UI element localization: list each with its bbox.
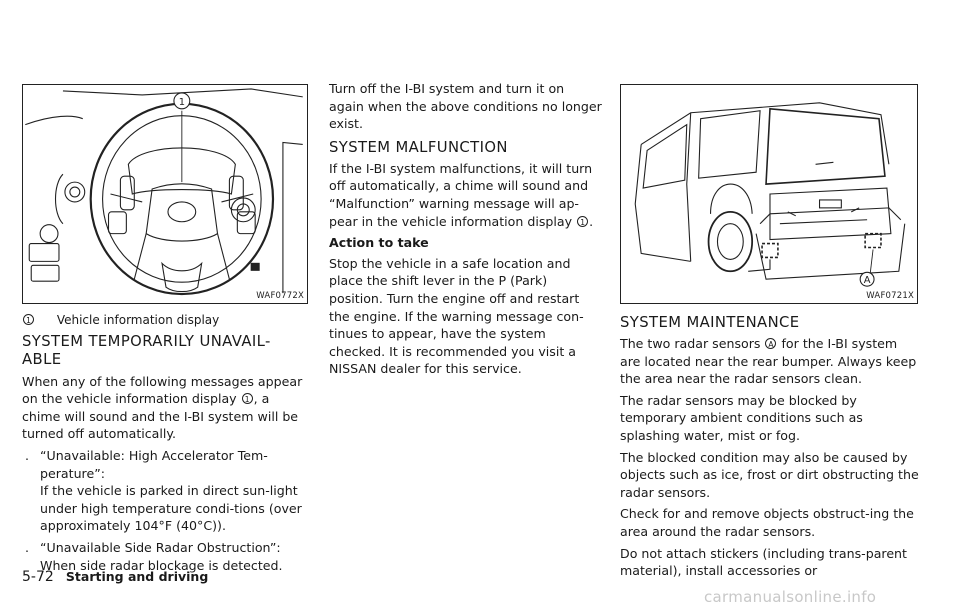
bullet-title: “Unavailable: High Accelerator Tem-perature”: [40, 447, 268, 481]
right-column [620, 314, 920, 584]
maintenance-ref-marker: A [765, 338, 776, 349]
page-number: 5-72 [22, 569, 54, 585]
maintenance-paragraph-4: Check for and remove objects obstruct-ing the area around the radar sensors. [620, 506, 914, 539]
vehicle-rear-illustration [621, 85, 917, 303]
bullet-dot: . [25, 539, 30, 555]
malfunction-paragraph [329, 160, 602, 230]
steering-wheel-figure [22, 84, 308, 304]
maintenance-paragraph-1 [620, 335, 920, 388]
figure2-code: WAF0721X [866, 291, 914, 301]
action-paragraph: Stop the vehicle in a safe location and place the shift lever in the P (Park) position. Turn the engine off and restart the engine. If the warning message con-tinues to appear, have the system checked. It is recommended you visit a NISSAN dealer for this service. [329, 255, 584, 377]
maintenance-text-a: The two radar sensors [620, 336, 761, 351]
left-column [22, 312, 310, 574]
page-footer [22, 569, 208, 585]
intro-ref-marker: 1 [242, 393, 253, 404]
bullet-title: “Unavailable Side Radar Obstruction”: [40, 539, 281, 555]
figure1-callout: 1 [178, 96, 185, 108]
watermark: carmanualsonline.info [704, 588, 877, 606]
figure1-caption [22, 312, 310, 330]
bullet-item [22, 447, 310, 535]
figure2-callout: A [863, 275, 871, 287]
section-title: Starting and driving [65, 569, 209, 584]
caption-text: Vehicle information display [56, 313, 220, 327]
bullet-body: If the vehicle is parked in direct sun-light under high temperature condi-tions (over approximately 104°F (40°C)). [40, 483, 302, 534]
maintenance-paragraph-3: The blocked condition may also be caused by objects such as ice, frost or dirt obstructing the radar sensors. [620, 449, 919, 500]
heading-line1: SYSTEM TEMPORARILY UNAVAIL- [22, 332, 271, 350]
malfunction-text-b: . [589, 213, 594, 229]
action-to-take-title: Action to take [329, 235, 429, 251]
heading-system-maintenance: SYSTEM MAINTENANCE [620, 314, 800, 331]
middle-column [329, 80, 602, 382]
intro-text-a: When any of the following messages appear on the vehicle information display [22, 373, 303, 407]
bullet-dot: . [25, 447, 30, 463]
malfunction-ref-marker: 1 [577, 216, 588, 227]
heading-temporarily-unavailable [22, 333, 310, 369]
heading-line2: ABLE [22, 350, 62, 368]
bullet-body: When side radar blockage is detected. [40, 557, 283, 573]
malfunction-text-a: If the I-BI system malfunctions, it will turn off automatically, a chime will sound and “Malfunction” warning message will ap-pear in the vehicle information display [329, 160, 593, 229]
caption-ref-marker: 1 [23, 314, 34, 325]
vehicle-rear-figure [620, 84, 918, 304]
heading-system-malfunction: SYSTEM MALFUNCTION [329, 138, 508, 156]
intro-text-b: , a chime will sound and the I-BI system will be turned off automatically. [22, 391, 299, 442]
middle-paragraph-1: Turn off the I-BI system and turn it on again when the above conditions no longer exist. [329, 81, 602, 132]
maintenance-text-b: for the I-BI system are located near the rear bumper. Always keep the area near the radar sensors clean. [620, 336, 917, 387]
maintenance-paragraph-2: The radar sensors may be blocked by temporary ambient conditions such as splashing water, mist or fog. [620, 392, 863, 443]
figure1-code: WAF0772X [256, 291, 304, 301]
intro-paragraph [22, 373, 310, 443]
maintenance-paragraph-5: Do not attach stickers (including trans-parent material), install accessories or [620, 545, 907, 579]
steering-wheel-illustration [23, 85, 307, 303]
